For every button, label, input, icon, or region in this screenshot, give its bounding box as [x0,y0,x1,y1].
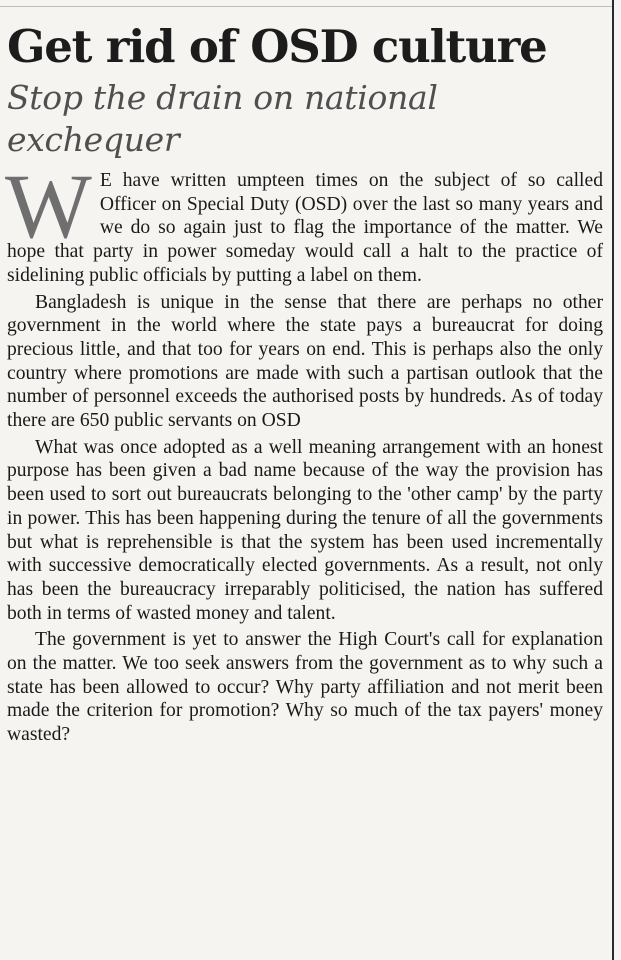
subheadline: Stop the drain on national exchequer [7,78,438,159]
paragraph-3: What was once adopted as a well meaning arrangement with an honest purpose has been given a bad name because of the way the provision has been used to sort out bureaucrats belonging to the 'other camp' by the party in power. This has been happening during the tenure of all the governments but what is reprehensible is that the system has been used incrementally with successive democratically elected governments. As a result, not only has been the bureaucracy irreparably politicised, the nation has suffered both in terms of wasted money and talent. [7,436,603,624]
paragraph-2: Bangladesh is unique in the sense that there are perhaps no other government in the world where the state pays a bureaucrat for doing precious little, and that too for years on end. This is perhaps also the only country where promotions are made with such a partisan outlook that the number of personnel exceeds the authorised posts by hundreds. As of today there are 650 public servants on OSD [7,291,603,432]
paragraph-4: The government is yet to answer the High Court's call for explanation on the matter. We too seek answers from the government as to why such a state has been allowed to occur? Why party affiliation and not merit been made the criterion for promotion? Why so much of the tax payers' money wasted? [7,629,603,746]
headline: Get rid of OSD culture [7,20,547,73]
paragraph-1 [5,155,603,288]
top-rule [0,6,612,7]
column-rule [612,0,614,960]
drop-cap: W [5,155,92,257]
editorial-article [7,18,603,750]
paragraph-1-text: E have written umpteen times on the subject of so called Officer on Special Duty (OSD) over the last so many years and we do so again just to flag the importance of the matter. We hope that party in power someday would call a halt to the practice of sidelining public officials by putting a label on them. [7,170,603,286]
article-body [5,155,603,747]
